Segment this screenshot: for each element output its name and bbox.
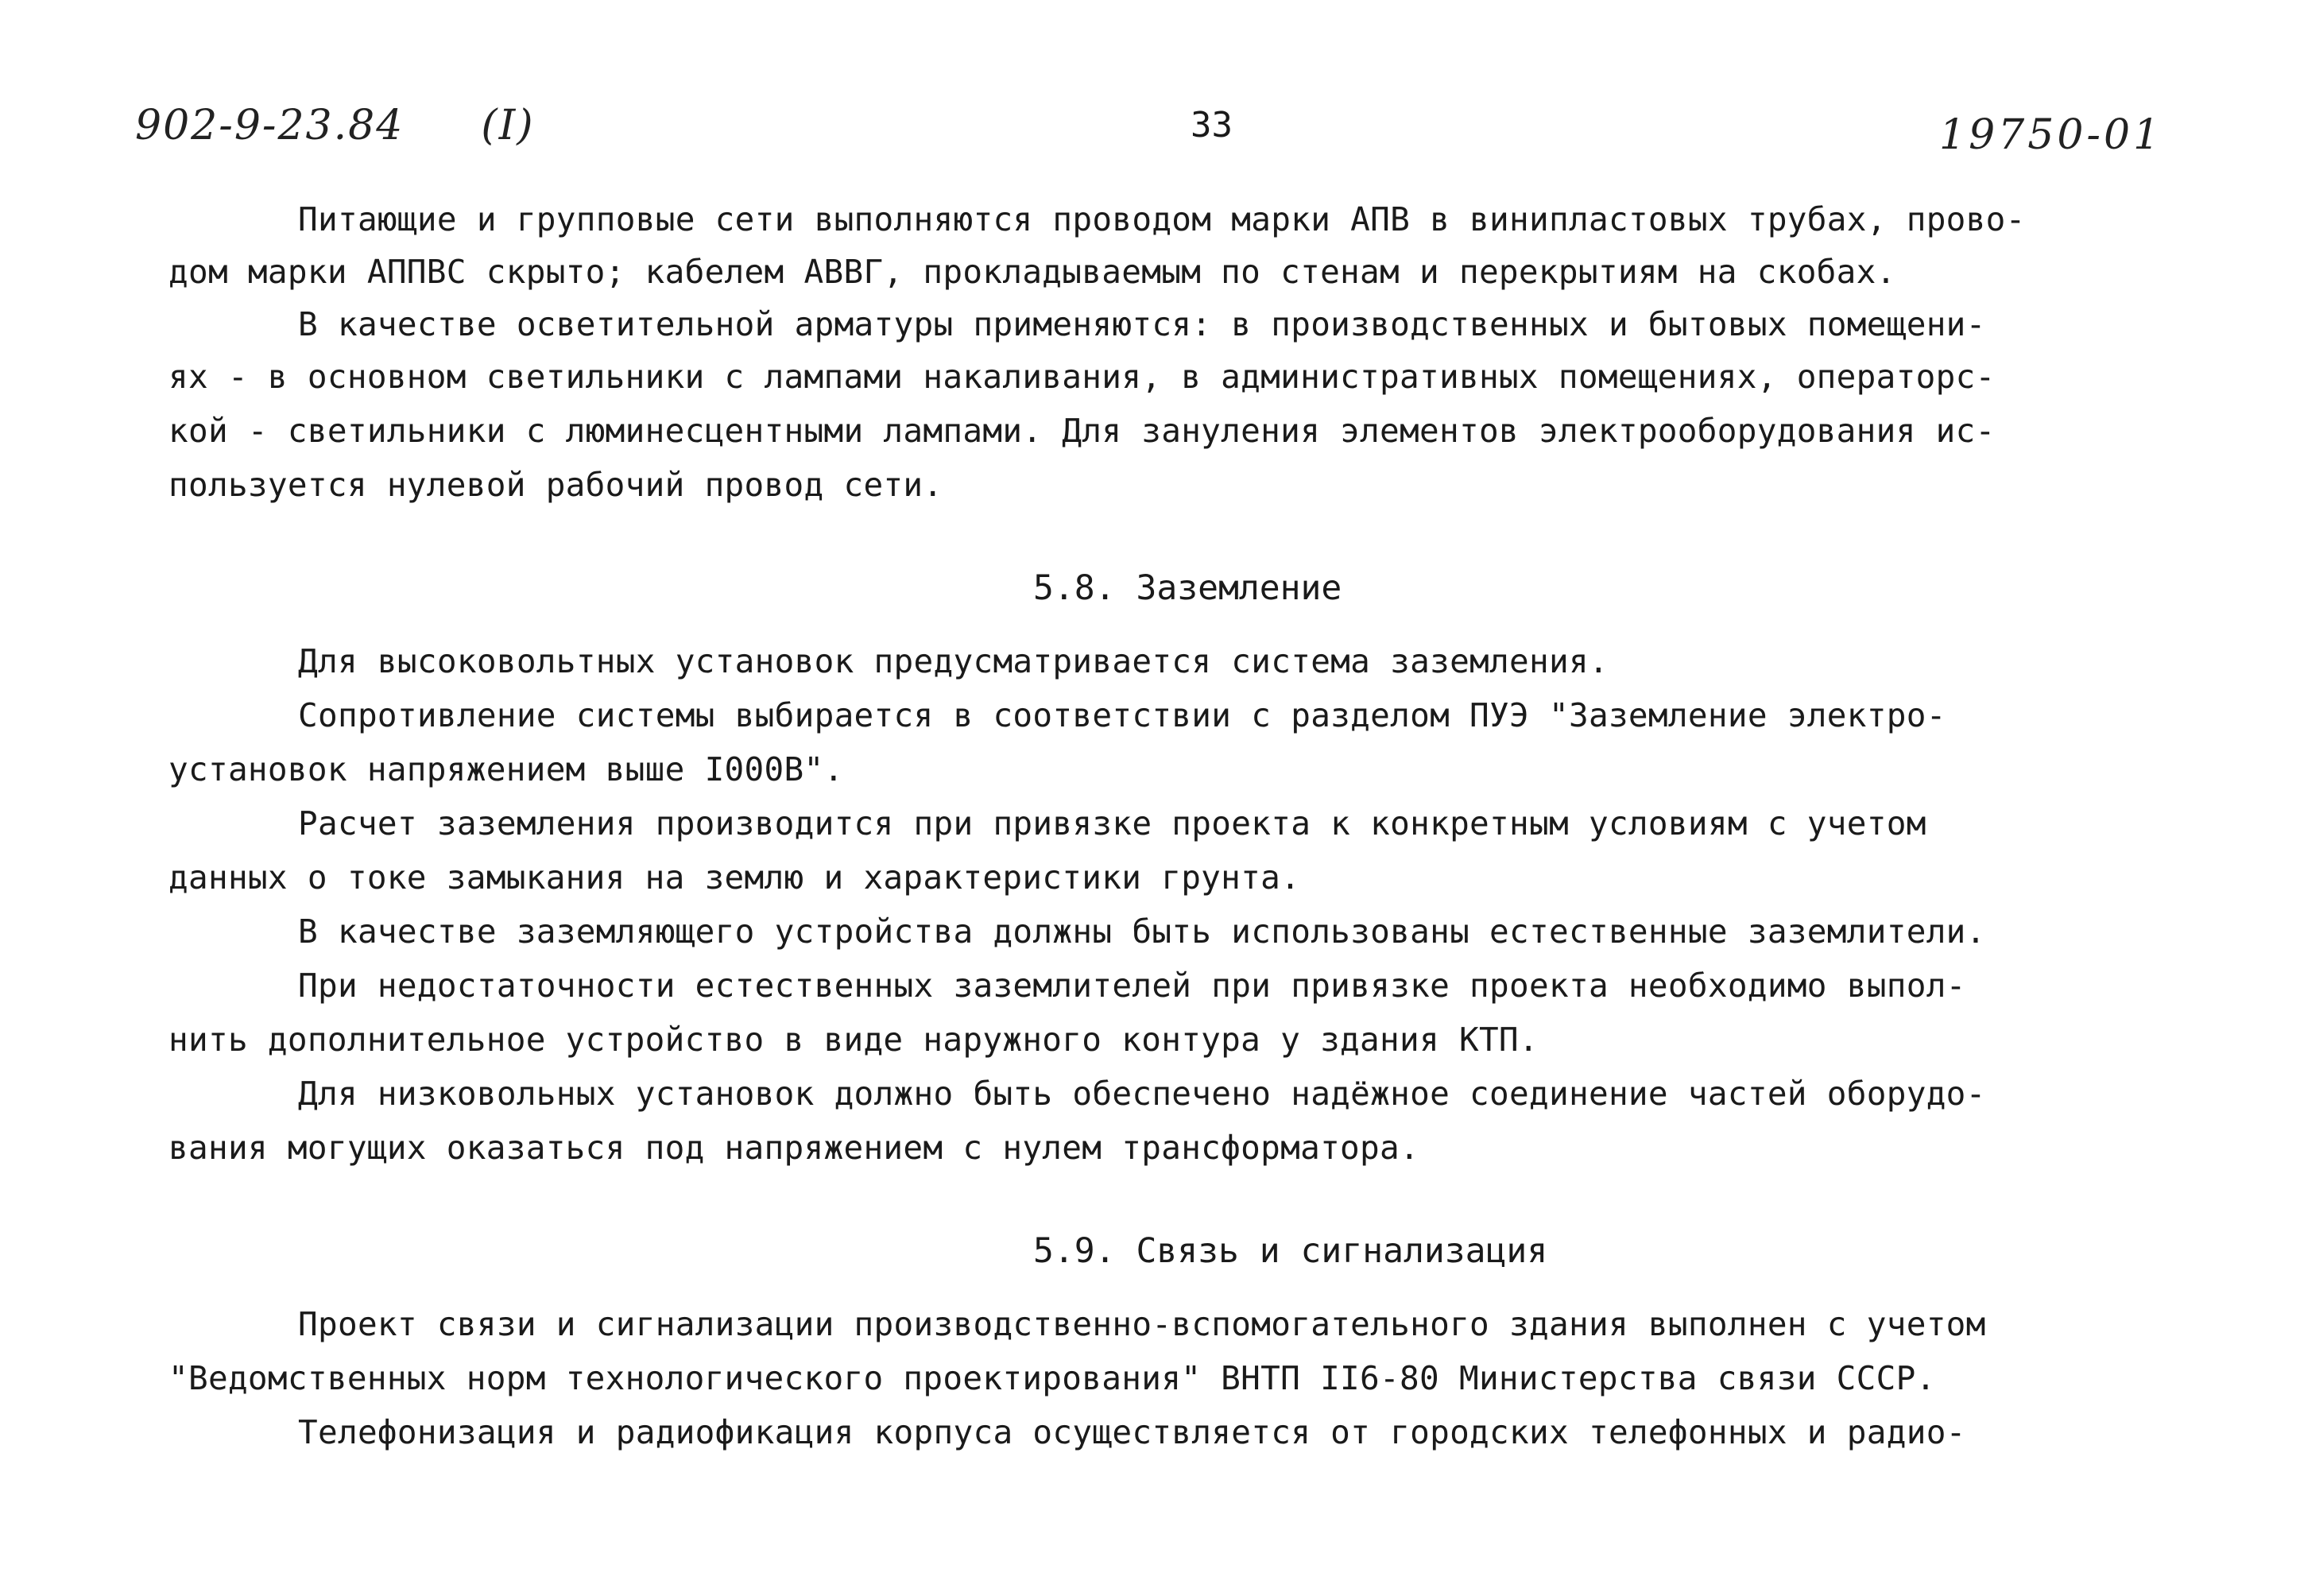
page-number: 33 bbox=[1191, 105, 1233, 145]
text-line: вания могущих оказаться под напряжением с нулем трансформатора. bbox=[168, 1129, 1419, 1167]
text-line: В качестве заземляющего устройства должны быть использованы естественные заземлители. bbox=[298, 912, 1986, 951]
document-number: 19750-01 bbox=[1939, 111, 2163, 159]
document-code-text: 902-9-23.84 bbox=[135, 102, 405, 149]
text-line: данных о токе замыкания на землю и характеристики грунта. bbox=[168, 858, 1301, 897]
text-line: "Ведомственных норм технологического проектирования" ВНТП II6-80 Министерства связи СССР. bbox=[168, 1359, 1936, 1397]
section-heading-5-8: 5.8. Заземление bbox=[1033, 568, 1342, 608]
text-line: В качестве осветительной арматуры применяются: в производственных и бытовых помещени- bbox=[298, 305, 1986, 343]
text-line: Для высоковольтных установок предусматривается система заземления. bbox=[298, 642, 1609, 680]
text-line: ях - в основном светильники с лампами накаливания, в административных помещениях, операторс- bbox=[168, 358, 1996, 396]
document-code bbox=[135, 102, 535, 149]
text-line: кой - светильники с люминесцентными лампами. Для зануления элементов электрооборудования ис- bbox=[168, 412, 1996, 450]
text-line: Проект связи и сигнализации производственно-вспомогательного здания выполнен с учетом bbox=[298, 1305, 1986, 1343]
text-line: пользуется нулевой рабочий провод сети. bbox=[168, 466, 943, 504]
text-line: Сопротивление системы выбирается в соответствии с разделом ПУЭ "Заземление электро- bbox=[298, 696, 1946, 734]
section-heading-5-9: 5.9. Связь и сигнализация bbox=[1033, 1231, 1548, 1271]
text-line: Телефонизация и радиофикация корпуса осуществляется от городских телефонных и радио- bbox=[298, 1413, 1966, 1451]
text-line: установок напряжением выше I000В". bbox=[168, 750, 844, 788]
text-line: Питающие и групповые сети выполняются проводом марки АПВ в винипластовых трубах, прово- bbox=[298, 200, 2026, 238]
text-line: Расчет заземления производится при привязке проекта к конкретным условиям с учетом bbox=[298, 804, 1926, 843]
text-line: нить дополнительное устройство в виде наружного контура у здания КТП. bbox=[168, 1021, 1539, 1059]
document-part: (I) bbox=[481, 102, 535, 149]
text-line: дом марки АППВС скрыто; кабелем АВВГ, прокладываемым по стенам и перекрытиям на скобах. bbox=[168, 253, 1896, 291]
text-line: Для низковольных установок должно быть обеспечено надёжное соединение частей оборудо- bbox=[298, 1075, 1986, 1113]
text-line: При недостаточности естественных заземлителей при привязке проекта необходимо выпол- bbox=[298, 967, 1966, 1005]
